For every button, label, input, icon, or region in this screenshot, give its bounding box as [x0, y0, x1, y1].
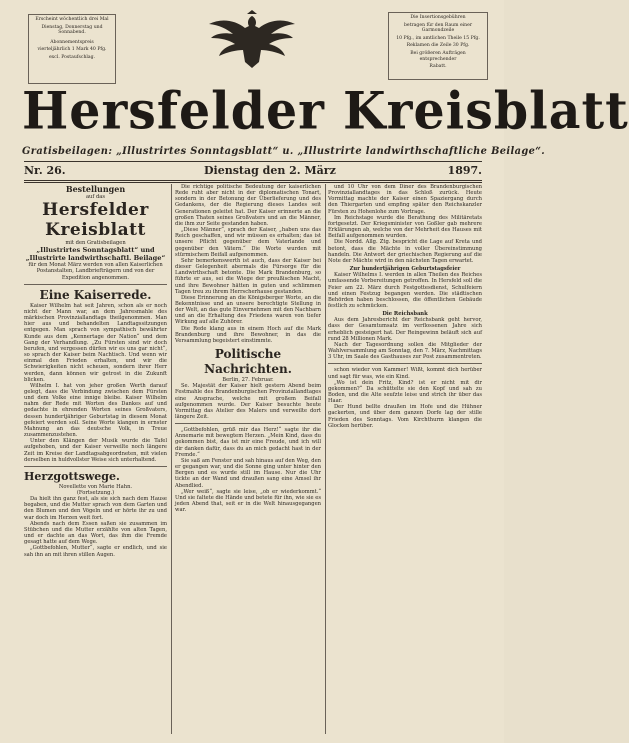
info-line: Abonnementspreis [50, 39, 94, 45]
order-heading: Bestellungen [65, 184, 126, 194]
story-heading: Herzgottswege. [24, 469, 120, 483]
issue-number: Nr. 26. [24, 164, 66, 177]
info-line: Die Insertionsgebühren [410, 15, 466, 20]
info-line: 10 Pfg., im amtlichen Theile 15 Pfg. [396, 35, 480, 41]
order-paper-title: Hersfelder Kreisblatt [42, 200, 149, 241]
info-line: betragen für den Raum einer Garmondzeile [403, 22, 473, 34]
divider [24, 180, 482, 181]
supplements-subtitle: Gratisbeilagen: „Illustrirtes Sonntagsblatt“ u. „Illustrirte landwirthschaftliche Beilage“. [22, 146, 546, 157]
story-paragraph: Abends nach dem Essen saßen sie zusammen im Stübchen und die Mutter erzählte von alten Tagen, und er dachte an das Wort, das ihm die Fremde gesagt hatte auf dem Wege. [24, 520, 167, 546]
dateline [24, 164, 482, 178]
column-rule [325, 184, 326, 734]
news-dateline: Berlin, 27. Februar. [222, 377, 274, 384]
info-line: excl. Postaufschlag. [48, 54, 96, 60]
info-line: Dienstag, Donnerstag und Sonnabend. [41, 24, 103, 36]
news-paragraph: und 10 Uhr von dem Diner des Brandenburgischen Provinziallandtages in das Schloß zurück. Heute Vormittag machte der Kaiser einen Spaziergang durch den Thiergarten und empfing später den Reichskanzler Fürsten zu Hohenlohe zum Vortrage. [328, 184, 482, 215]
divider [24, 182, 482, 183]
article-paragraph: „Diese Männer“, sprach der Kaiser, „haben uns das Reich geschaffen, und wir müssen es erhalten; das ist unsere Pflicht gegenüber dem Vaterlande und gegenüber den Vätern.“ Die Worte wurden mit stürmischem Beifall aufgenommen. [175, 227, 321, 258]
news-paragraph: Die Nordd. Allg. Ztg. bespricht die Lage auf Kreta und betont, dass die Mächte in voller Übereinstimmung handeln. Die Antwort der griechischen Regierung auf die Note der Mächte wird in den nächsten Tagen erwartet. [328, 239, 482, 264]
advertising-rates-box [388, 12, 488, 80]
issue-year: 1897. [447, 164, 482, 177]
order-month-text: für den Monat März werden von allen Kaiserlichen Postanstalten, Landbriefträgern und von der Expedition angenommen. [28, 262, 163, 281]
info-line: Reklamen die Zeile 30 Pfg. [406, 43, 470, 49]
story-paragraph: Da hielt ihn ganz fest, als sie sich nach dem Hause begaben, und die Mutter sprach von dem Garten und den Blumen und den Vögeln und er hörte ihr zu und war doch im Herzen weit fort. [24, 496, 167, 521]
issue-date: Dienstag den 2. März [204, 164, 336, 177]
story-paragraph: Der Hund bellte draußen im Hofe und die Hühner gackerten, und über dem ganzen Dorfe lag der stille Frieden des Sonntags. Vom Kirchthurm klangen die Glocken herüber. [328, 404, 482, 429]
order-sub: auf das [85, 194, 106, 200]
article-paragraph: Die richtige politische Bedeutung der kaiserlichen Rede ruht aber nicht in der diplomatischen Tonart, sondern in der Betonung der Überlieferung und des Gedankens, der die Regierung dieses Landes seit Generationen geleitet hat. Der Kaiser erinnerte an die großen Thaten seines Großvaters und an die Männer, die ihm zur Seite gestanden haben. [175, 184, 321, 227]
column-left [24, 184, 167, 732]
story-byline: Novellette von Marie Hahn. [58, 483, 133, 490]
info-line: Rabatt. [429, 64, 447, 70]
story-continued: (Fortsetzung.) [76, 490, 115, 496]
column-rule [171, 184, 172, 734]
story-paragraph: „Wer weiß“, sagte sie leise, „ob er wiederkommt.“ Und sie faltete die Hände und betete für ihn, wie sie es jeden Abend that, seit er in die Welt hinausgegangen war. [175, 488, 321, 514]
article-paragraph: Diese Erinnerung an die Königsberger Worte, an die Bekenntnisse und an unsere berechtigte Stellung in der Welt, an das gute Einvernehmen mit den Nachbarn und an die Erhaltung des Friedens waren von tiefer Wirkung auf alle Zuhörer. [175, 294, 321, 326]
order-supplements: „Illustrirtes Sonntagsblatt“ und „Illustrirte landwirthschaftl. Beilage“ [25, 246, 166, 263]
divider [328, 363, 482, 364]
article-paragraph: Kaiser Wilhelm hat seit Jahren, schon als er noch nicht der Mann war, an dem Jahresmahle des märkischen Provinziallandtags theilgenommen. Man hier aus und behandelten Landtagssitzungen entgegen. Man sprach von sympathisch bewährter Kunde aus dem „Kennertage der Nation“ und dem Gang der Verhandlung. „Zu Fürsten sind wir doch berufen, und vergessen dürfen wir es uns gar nicht“, so sprach der Kaiser beim Nachtisch. Und wenn wir einmal den Frieden erhalten, und wir die Schwierigkeiten nicht scheuen, sondern ihrer Herr werden, dann können wir getrost in die Zukunft blicken. [24, 302, 167, 383]
political-news-heading: Politische Nachrichten. [204, 347, 292, 377]
info-line: Erscheint wöchentlich drei Mal [35, 17, 109, 22]
story-paragraph: Sie saß am Fenster und sah hinaus auf den Weg, den er gegangen war, und die Sonne ging unter hinter den Bergen und es wurde still im Hause. Nur die Uhr tickte an der Wand und draußen sang eine Amsel ihr Abendlied. [175, 457, 321, 489]
divider [24, 466, 167, 467]
subscription-info-box [28, 14, 116, 84]
story-paragraph: „Gottbefohlen, Mutter“, sagte er endlich, und sie sah ihn an mit ihren stillen Augen. [24, 545, 167, 558]
news-paragraph: Nach der Tagesordnung sollen die Mitglieder der Wahlversammlung am Sonntag, den 7. März, Nachmittags 3 Uhr, im Saale des Gasthauses zur Post zusammentreten. [328, 341, 482, 361]
article-paragraph: Sehr bemerkenswerth ist auch, dass der Kaiser bei dieser Gelegenheit abermals die Fürsorge für die Landwirthschaft betonte. Die Mark Brandenburg, so führte er aus, sei die Wiege der preußischen Macht, und ihre Bewohner hätten in guten und schlimmen Tagen treu zu ihrem Herrscherhause gestanden. [175, 257, 321, 295]
news-paragraph: Kaiser Wilhelms I. werden in allen Theilen des Reiches umfassende Vorbereitungen getroffen. In Hersfeld soll die Feier am 22. März durch Festgottesdienst, Schulfeiern und einen Festzug begangen werden. Die städtischen Behörden haben beschlossen, die öffentlichen Gebäude festlich zu schmücken. [328, 272, 482, 309]
news-paragraph: Aus dem Jahresbericht der Reichsbank geht hervor, dass der Gesamtumsatz im verflossenen Jahre sich erheblich gesteigert hat. Der Reingewinn beläuft sich auf rund 28 Millionen Mark. [328, 317, 482, 342]
kaiser-speech-heading: Eine Kaiserrede. [39, 287, 152, 302]
divider [175, 423, 321, 424]
order-with: mit den Gratisbeilagen [65, 240, 126, 247]
news-paragraph: Im Reichstage wurde die Berathung des Militäretats fortgesetzt. Der Kriegsminister von Goßler gab mehrere Erklärungen ab, welche von der Mehrheit des Hauses mit Beifall aufgenommen wurden. [328, 214, 482, 240]
article-paragraph: Unter den Klängen der Musik wurde die Tafel aufgehoben, und der Kaiser verweilte noch längere Zeit im Kreise der Landtagsabgeordneten, mit vielen derselben in huldvollster Weise sich unterhaltend. [24, 438, 167, 463]
eagle-emblem-icon [205, 10, 299, 72]
info-line: vierteljährlich 1 Mark 40 Pfg. [37, 47, 107, 53]
divider [24, 284, 167, 285]
story-paragraph: „Wo ist dein Fritz, Kind? ist er nicht mit dir gekommen?“ Da schüttelte sie den Kopf und sah zu Boden, und die Alte seufzte leise und strich ihr über das Haar. [328, 379, 482, 405]
newspaper-title: Hersfelder Kreisblatt [22, 80, 629, 141]
centenary-heading: Zur hundertjährigen Geburtstagsfeier [349, 266, 461, 273]
column-right [328, 184, 482, 740]
divider [24, 161, 482, 162]
article-paragraph: Die Rede klang aus in einem Hoch auf die Mark Brandenburg und ihre Bewohner, in das die Versammlung begeistert einstimmte. [175, 325, 321, 344]
article-paragraph: Wilhelm I. hat von jeher großen Werth darauf gelegt, dass die Verbindung zwischen dem Fürsten und dem Volke eine innige bleibe. Kaiser Wilhelm nahm der Rede mit Worten des Dankes auf und gedachte in ehrenden Worten seines Großvaters, dessen hundertjähriger Geburtstag in diesem Monat gefeiert werden soll. Seine Worte klangen in ernster Mahnung an das deutsche Volk, in Treue zusammenzustehen. [24, 382, 167, 439]
reichsbank-heading: Die Reichsbank [382, 311, 428, 318]
info-line: Bei größeren Aufträgen entsprechender [410, 50, 466, 62]
story-paragraph: schon wieder von Kammer! Wißt, kommt dich herüber und sagt für was, wie ein Kind. [328, 367, 482, 380]
news-paragraph: Se. Majestät der Kaiser hielt gestern Abend beim Festmahle des Brandenburgischen Provinziallandtages eine Ansprache, welche mit großem Beifall aufgenommen wurde. Der Kaiser besuchte heute Vormittag das Atelier des Malers und verweilte dort längere Zeit. [175, 383, 321, 420]
column-middle [175, 184, 321, 740]
story-paragraph: „Gottbefohlen, grüß mir das Herz!“ sagte ihr die Annemarie mit bewegtem Herzen. „Mein Kind, dass du gekommen bist, das ist mir eine Freude, und ich will dir danken dafür, dass du an mich gedacht hast in der Fremde.“ [175, 427, 321, 458]
